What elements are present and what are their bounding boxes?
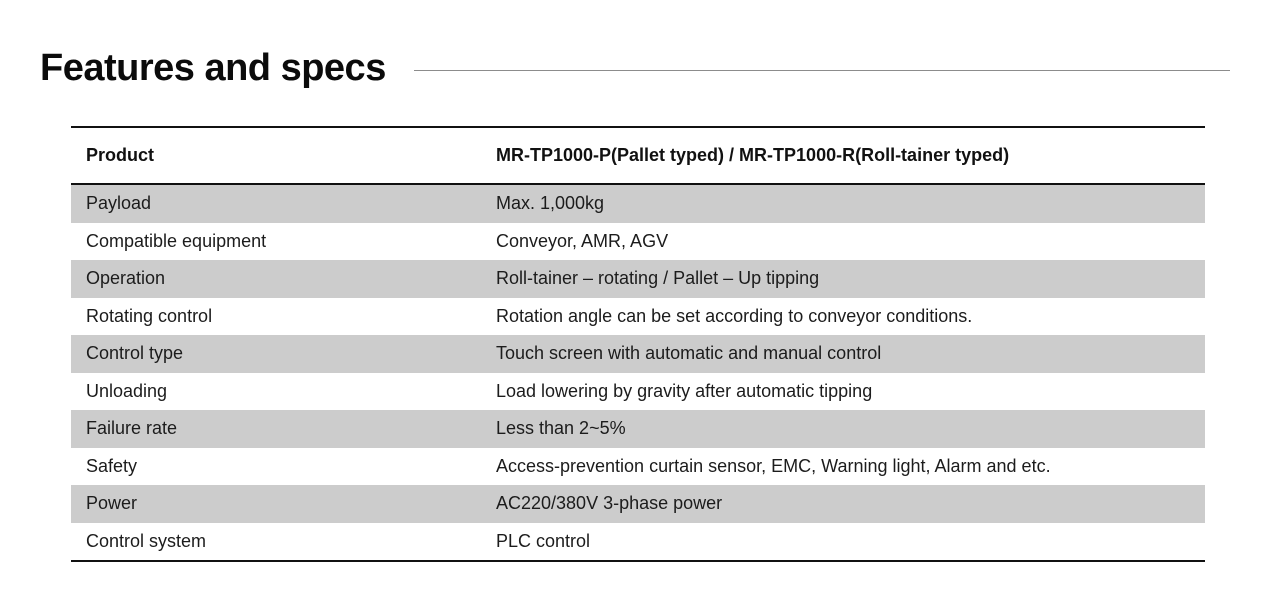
title-divider [414,70,1230,71]
header-value: MR-TP1000-P(Pallet typed) / MR-TP1000-R(Roll-tainer typed) [481,127,1205,184]
row-value: Access-prevention curtain sensor, EMC, Warning light, Alarm and etc. [496,455,1051,476]
row-value: Rotation angle can be set according to conveyor conditions. [496,305,973,326]
row-label: Payload [71,184,481,223]
table-row [71,298,1205,336]
row-label: Rotating control [86,305,213,326]
table-row [71,223,1205,261]
table-row [71,485,1205,523]
table-row [71,410,1205,448]
header-label: Product [71,127,481,184]
row-label: Unloading [86,380,168,401]
row-value: Roll-tainer – rotating / Pallet – Up tipping [481,260,1205,298]
section-header [40,38,1230,98]
row-value: Conveyor, AMR, AGV [496,230,669,251]
row-label: Power [71,485,481,523]
row-value: Load lowering by gravity after automatic tipping [496,380,873,401]
section-title: Features and specs [40,46,386,89]
table-row [71,523,1205,562]
row-value: AC220/380V 3-phase power [481,485,1205,523]
row-value: Less than 2~5% [481,410,1205,448]
table-row [71,335,1205,373]
table-row [71,373,1205,411]
row-value: Touch screen with automatic and manual control [481,335,1205,373]
specs-table [71,126,1205,562]
row-label: Safety [86,455,138,476]
table-row [71,448,1205,486]
row-value: PLC control [496,530,591,551]
table-row [71,184,1205,223]
table-row [71,260,1205,298]
row-label: Control type [71,335,481,373]
row-label: Compatible equipment [86,230,267,251]
table-header-row [71,127,1205,184]
row-value: Max. 1,000kg [481,184,1205,223]
row-label: Operation [71,260,481,298]
row-label: Control system [86,530,207,551]
row-label: Failure rate [71,410,481,448]
